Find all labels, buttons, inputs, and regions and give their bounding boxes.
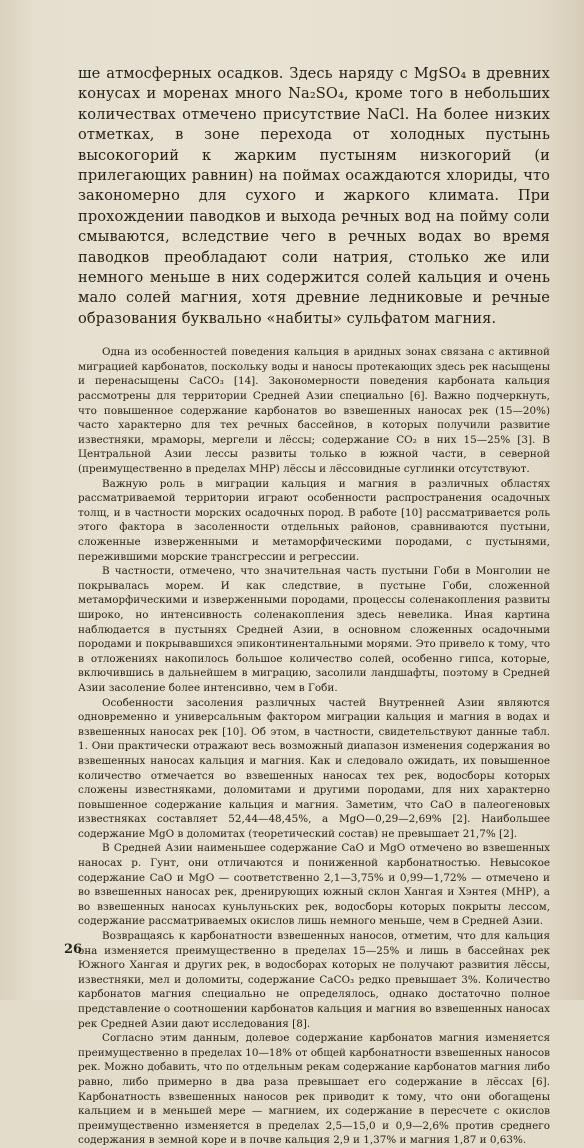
body-paragraph: Особенности засоления различных частей Внутренней Азии являются одновременно и универсальным фактором миграции кальция и магния в водах и взвешенных наносах рек [10]. Об этом, в частности, свидетельствуют данные табл. 1. Они практически отражают весь возможный диапазон изменения содержания во взвешенных наносах кальция и магния. Как и следовало ожидать, их повышенное количество отмечается во взвешенных наносах тех рек, водосборы которых сложены известняками, доломитами и другими породами, для них характерно повышенное содержание кальция и магния. Заметим, что CaO в палеогеновых известняках составляет 52,44—48,45%, а MgO—0,29—2,69% [2]. Наибольшее содержание MgO в доломитах (теоретический состав) не превышает 21,7% [2]. bbox=[78, 696, 550, 840]
body-paragraph: В частности, отмечено, что значительная часть пустыни Гоби в Монголии не покрывалась морем. И как следствие, в пустыне Гоби, сложенной метаморфическими и изверженными породами, процессы соленакопления развиты широко, но интенсивность соленакопления здесь невелика. Иная картина наблюдается в пустынях Средней Азии, в основном сложенных осадочными породами и покрывавшихся эпиконтинентальными морями. Это привело к тому, что в отложениях накопилось большое количество солей, особенно гипса, которые, включившись в дальнейшем в миграцию, засолили ландшафты, поэтому в Средней Азии засоление более интенсивно, чем в Гоби. bbox=[78, 565, 550, 694]
body-paragraph: Важную роль в миграции кальция и магния в различных областях рассматриваемой территории играют особенности распространения осадочных толщ, и в частности морских осадочных пород. В работе [10] рассматривается роль этого фактора в засоленности отдельных районов, сравниваются пустыни, сложенные изверженными и метаморфическими породами, с пустынями, пережившими морские трансгрессии и регрессии. bbox=[78, 477, 550, 563]
lead-paragraph: ше атмосферных осадков. Здесь наряду с MgSO₄ в древних конусах и моренах много Na₂SO₄, кроме того в небольших количествах отмечено присутствие NaCl. На более низких отметках, в зоне перехода от холодных пустынь высокогорий к жарким пустыням низкогорий (и прилегающих равнин) на поймах осаждаются хлориды, что закономерно для сухого и жаркого климата. При прохождении паводков и выхода речных вод на пойму соли смываются, вследствие чего в речных водах во время паводков преобладают соли натрия, столько же или немного меньше в них содержится солей кальция и очень мало солей магния, хотя древние ледниковые и речные образования буквально «набиты» сульфатом магния. bbox=[78, 65, 550, 327]
body-paragraph: Одна из особенностей поведения кальция в аридных зонах связана с активной миграцией карбонатов, поскольку воды и наносы протекающих здесь рек насыщены и перенасыщены CaCO₃ [14]. Закономерности поведения карбоната кальция рассмотрены для территории Средней Азии специально [6]. Важно подчеркнуть, что повышенное содержание карбонатов во взвешенных наносах рек (15—20%) часто характерно для тех речных бассейнов, в которых получили развитие известняки, мраморы, мергели и лёссы; содержание CO₂ в них 15—25% [3]. В Центральной Азии лессы развиты только в южной части, в северной (преимущественно в пределах МНР) лёссы и лёссовидные суглинки отсутствуют. bbox=[78, 346, 550, 476]
body-paragraph: Возвращаясь к карбонатности взвешенных наносов, отметим, что для кальция она изменяется преимущественно в пределах 15—25% и лишь в бассейнах рек Южного Хангая и других рек, в водосборах которых не получают развития лёссы, известняки, мел и доломиты, содержание CaCO₃ редко превышает 3%. Количество карбонатов магния специально не определялось, однако достаточно полное представление о соотношении карбонатов кальция и магния во взвешенных наносах рек Средней Азии дают исследования [8]. bbox=[78, 930, 550, 1030]
page-number: 26 bbox=[64, 942, 83, 957]
body-paragraph: Согласно этим данным, долевое содержание карбонатов магния изменяется преимущественно в пределах 10—18% от общей карбонатности взвешенных наносов рек. Можно добавить, что по отдельным рекам содержание карбонатов магния либо равно, либо примерно в два раза превышает его содержание в лёссах [6]. Карбонатность взвешенных наносов рек приводит к тому, что они обогащены кальцием и в меньшей мере — магнием, их содержание в пересчете с окислов преимущественно изменяется в пределах 2,5—15,0 и 0,9—2,6% против среднего содержания в земной коре и в почве кальция 2,9 и 1,37% и магния 1,87 и 0,63%. bbox=[78, 1032, 550, 1147]
body-paragraph: В Средней Азии наименьшее содержание CaO и MgO отмечено во взвешенных наносах р. Гунт, они отличаются и пониженной карбонатностью. Невысокое содержание CaO и MgO — соответственно 2,1—3,75% и 0,99—1,72% — отмечено и во взвешенных наносах рек, дренирующих южный склон Хангая и Хэнтея (МНР), а во взвешенных наносах куньлуньских рек, водосборы которых покрыты лессом, содержание рассматриваемых окислов лишь немного меньше, чем в Средней Азии. bbox=[78, 842, 550, 928]
